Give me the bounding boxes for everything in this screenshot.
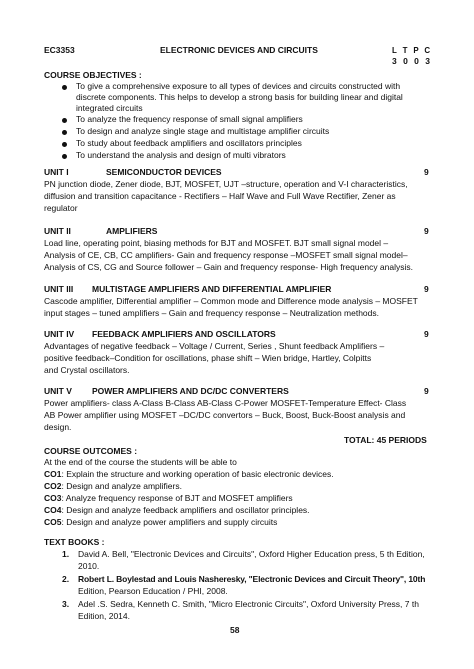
unit-text-line: Advantages of negative feedback – Voltage / Current, Series , Shunt feedback Amplifiers – [44, 341, 385, 351]
bullet-icon [62, 85, 67, 90]
outcome-code: CO5 [44, 517, 62, 527]
outcomes-heading: COURSE OUTCOMES : [44, 446, 138, 456]
unit-title: AMPLIFIERS [106, 226, 158, 236]
textbook-line: Edition, Pearson Education / PHI, 2008. [78, 586, 228, 596]
outcome-text: : Design and analyze feedback amplifiers and oscillator principles. [61, 505, 310, 515]
objective-line: To give a comprehensive exposure to all types of devices and circuits constructed with [76, 81, 401, 91]
bullet-icon [62, 142, 67, 147]
unit-number: UNIT V [44, 386, 72, 396]
unit-title: FEEDBACK AMPLIFIERS AND OSCILLATORS [92, 329, 276, 339]
unit-number: UNIT IV [44, 329, 75, 339]
course-title: ELECTRONIC DEVICES AND CIRCUITS [160, 45, 318, 55]
unit-title: SEMICONDUCTOR DEVICES [106, 167, 222, 177]
unit-text-line: positive feedback–Condition for oscillations, phase shift – Wien bridge, Hartley, Colpitts [44, 353, 372, 363]
objective-line: To understand the analysis and design of multi vibrators [76, 150, 286, 160]
objectives-heading: COURSE OBJECTIVES : [44, 70, 142, 80]
unit-number: UNIT III [44, 284, 74, 294]
unit-text-line: input stages – tuned amplifiers – Gain and frequency response – Neutralization methods. [44, 308, 380, 318]
outcome-text: : Explain the structure and working operation of basic electronic devices. [61, 469, 334, 479]
outcomes-intro: At the end of the course the students will be able to [44, 457, 237, 467]
unit-text-line: design. [44, 422, 72, 432]
textbook-line: 2010. [78, 561, 100, 571]
objective-line: To analyze the frequency response of small signal amplifiers [76, 114, 303, 124]
outcome-item [44, 469, 334, 480]
textbook-line: Edition, 2014. [78, 611, 130, 621]
outcome-item [44, 517, 277, 528]
outcome-code: CO4 [44, 505, 62, 515]
course-code: EC3353 [44, 45, 75, 55]
ltpc-values: 3 0 0 3 [392, 56, 432, 66]
page-number: 58 [230, 625, 240, 635]
unit-text-line: PN junction diode, Zener diode, BJT, MOSFET, UJT –structure, operation and V-I characteristics, [44, 179, 408, 189]
outcome-text: : Analyze frequency response of BJT and MOSFET amplifiers [61, 493, 293, 503]
unit-text-line: Analysis of CE, CB, CC amplifiers- Gain and frequency response –MOSFET small signal model– [44, 250, 408, 260]
unit-text-line: Power amplifiers- class A-Class B-Class AB-Class C-Power MOSFET-Temperature Effect- Class [44, 398, 407, 408]
outcome-item [44, 505, 310, 516]
unit-number: UNIT II [44, 226, 71, 236]
textbook-number: 3. [62, 599, 70, 609]
unit-text-line: AB Power amplifier using MOSFET –DC/DC convertors – Buck, Boost, Buck-Boost analysis and [44, 410, 406, 420]
bullet-icon [62, 118, 67, 123]
objective-line: To study about feedback amplifiers and oscillators principles [76, 138, 302, 148]
objective-line: discrete components. This helps to develop a strong basis for building linear and digital [76, 92, 403, 102]
unit-text-line: Analysis of CS, CG and Source follower – Gain and frequency response- High frequency analysis. [44, 262, 413, 272]
bullet-icon [62, 130, 67, 135]
bullet-icon [62, 154, 67, 159]
outcome-code: CO1 [44, 469, 62, 479]
unit-hours: 9 [424, 284, 429, 294]
unit-text-line: regulator [44, 203, 78, 213]
unit-hours: 9 [424, 167, 429, 177]
unit-text-line: Cascode amplifier, Differential amplifier – Common mode and Difference mode analysis – MOSFET [44, 296, 418, 306]
unit-hours: 9 [424, 226, 429, 236]
unit-text-line: and Crystal oscillators. [44, 365, 130, 375]
textbook-line: David A. Bell, "Electronic Devices and Circuits", Oxford Higher Education press, 5 th Edition, [78, 549, 425, 559]
unit-text-line: diffusion and transition capacitance - Rectifiers – Half Wave and Full Wave Rectifier, Zener as [44, 191, 396, 201]
unit-number: UNIT I [44, 167, 69, 177]
textbook-line: Robert L. Boylestad and Louis Nasheresky, "Electronic Devices and Circuit Theory", 10th [78, 574, 426, 584]
unit-hours: 9 [424, 329, 429, 339]
outcome-text: : Design and analyze amplifiers. [61, 481, 182, 491]
textbook-line: Adel .S. Sedra, Kenneth C. Smith, "Micro Electronic Circuits", Oxford University Press, 7 th [78, 599, 419, 609]
objective-line: To design and analyze single stage and multistage amplifier circuits [76, 126, 330, 136]
textbooks-heading: TEXT BOOKS : [44, 537, 105, 547]
textbook-number: 1. [62, 549, 70, 559]
unit-text-line: Load line, operating point, biasing methods for BJT and MOSFET. BJT small signal model – [44, 238, 389, 248]
ltpc-label: L T P C [392, 45, 433, 55]
objective-line: integrated circuits [76, 103, 143, 113]
outcome-text: : Design and analyze power amplifiers and supply circuits [61, 517, 278, 527]
outcome-code: CO3 [44, 493, 62, 503]
unit-title: MULTISTAGE AMPLIFIERS AND DIFFERENTIAL AMPLIFIER [92, 284, 332, 294]
unit-hours: 9 [424, 386, 429, 396]
unit-title: POWER AMPLIFIERS AND DC/DC CONVERTERS [92, 386, 289, 396]
outcome-code: CO2 [44, 481, 62, 491]
total-periods: TOTAL: 45 PERIODS [344, 435, 427, 445]
textbook-number: 2. [62, 574, 70, 584]
outcome-item [44, 493, 293, 504]
outcome-item [44, 481, 182, 492]
